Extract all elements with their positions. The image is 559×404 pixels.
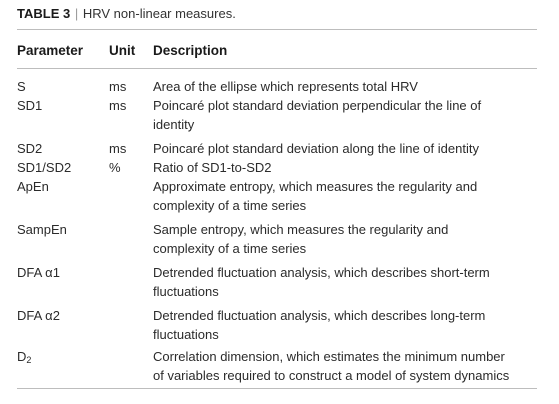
table-title: HRV non-linear measures. [82,6,236,21]
description-line: Poincaré plot standard deviation perpendicular the line of [153,98,482,113]
table-header-rule [17,68,537,69]
header-parameter: Parameter [17,43,84,58]
description-line: Poincaré plot standard deviation along the line of identity [153,141,479,156]
description-line: of variables required to construct a model of system dynamics [153,368,510,383]
description-line: fluctuations [153,284,219,299]
description-line: Detrended fluctuation analysis, which describes short-term [153,265,490,280]
row-dfa-alpha1-description [153,263,543,301]
row-sd1-sd2-unit: % [109,160,121,175]
header-description: Description [153,43,228,58]
row-sd2-unit: ms [109,141,127,156]
row-dfa-alpha2-description [153,306,543,344]
row-sd1-unit: ms [109,98,127,113]
row-sd1-description [153,96,543,134]
row-dfa-alpha2-parameter: DFA α2 [17,308,60,323]
row-sd1-parameter: SD1 [17,98,43,113]
parameter-base: D [17,349,27,364]
row-d2-description [153,347,543,385]
caption-separator: | [74,6,79,21]
row-s-unit: ms [109,79,127,94]
row-sd1-sd2-parameter: SD1/SD2 [17,160,72,175]
description-line: Correlation dimension, which estimates the minimum number [153,349,505,364]
row-apen-description [153,177,543,215]
row-dfa-alpha1-parameter: DFA α1 [17,265,60,280]
row-sampen-description [153,220,543,258]
row-sd1-sd2-description [153,158,543,177]
table-bottom-rule [17,388,537,389]
description-line: identity [153,117,195,132]
row-d2-parameter [17,347,31,370]
description-line: Sample entropy, which measures the regularity and [153,222,449,237]
table-top-rule [17,29,537,30]
table-caption [17,6,236,22]
row-sampen-parameter: SampEn [17,222,67,237]
table-label: TABLE 3 [17,6,71,21]
description-line: complexity of a time series [153,198,307,213]
parameter-subscript: 2 [26,355,32,365]
row-sd2-description [153,139,543,158]
description-line: fluctuations [153,327,219,342]
header-unit: Unit [109,43,136,58]
description-line: Detrended fluctuation analysis, which describes long-term [153,308,486,323]
row-sd2-parameter: SD2 [17,141,43,156]
description-line: Approximate entropy, which measures the regularity and [153,179,478,194]
row-apen-parameter: ApEn [17,179,49,194]
row-s-description [153,77,543,96]
description-line: complexity of a time series [153,241,307,256]
description-line: Ratio of SD1-to-SD2 [153,160,272,175]
row-s-parameter: S [17,79,26,94]
description-line: Area of the ellipse which represents total HRV [153,79,418,94]
